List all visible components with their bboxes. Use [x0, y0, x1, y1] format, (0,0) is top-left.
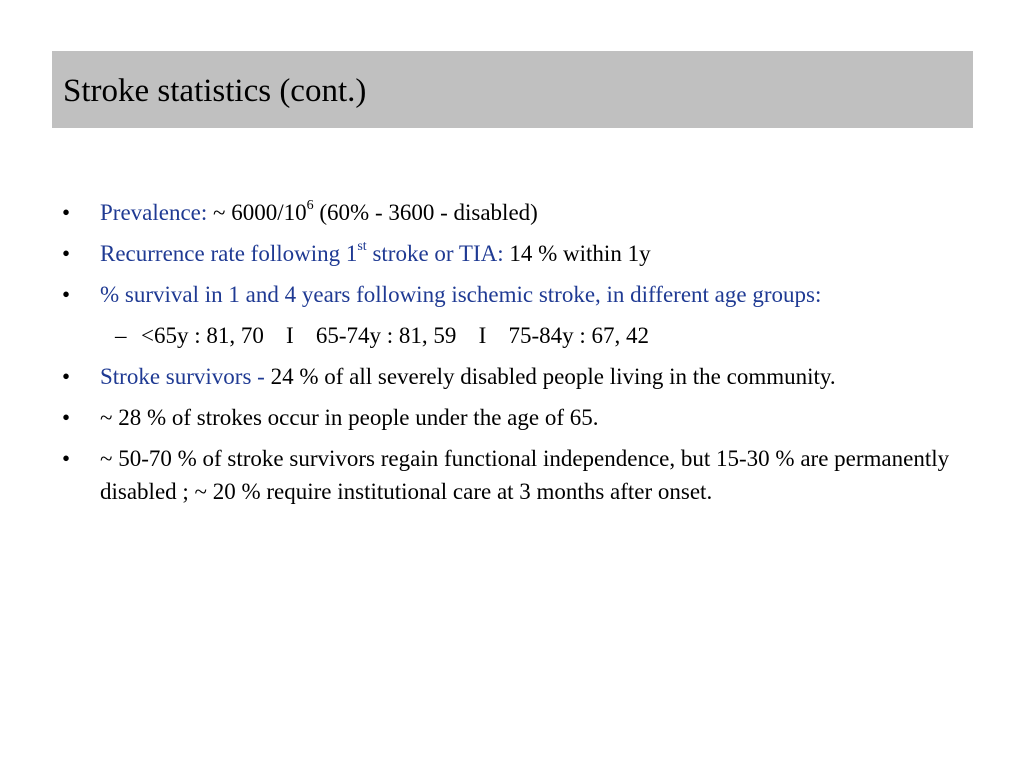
- survival-label: % survival in 1 and 4 years following ischemic stroke, in different age groups:: [100, 282, 822, 307]
- sub-bullet-marker: –: [115, 323, 127, 348]
- bullet-marker: •: [62, 282, 71, 307]
- separator: I: [478, 323, 487, 348]
- prevalence-detail: (60% - 3600 - disabled): [313, 200, 538, 225]
- survivors-label: Stroke survivors -: [100, 364, 271, 389]
- survivors-value: 24 % of all severely disabled people living in the community.: [270, 364, 836, 389]
- bullet-marker: •: [62, 446, 71, 471]
- age-group-under-65: <65y : 81, 70: [141, 323, 264, 348]
- title-bar: [52, 51, 973, 128]
- bullet-independence: [62, 442, 972, 508]
- recurrence-value: 14 % within 1y: [503, 241, 651, 266]
- bullet-age-65: [62, 401, 972, 434]
- bullet-prevalence: [62, 196, 972, 229]
- independence-text: ~ 50-70 % of stroke survivors regain functional independence, but 15-30 % are permanently disabled ; ~ 20 % require institutional care at 3 months after onset.: [100, 446, 950, 504]
- slide-title: Stroke statistics (cont.): [63, 73, 367, 109]
- separator: I: [286, 323, 294, 348]
- bullet-recurrence: [62, 237, 972, 270]
- prevalence-value: ~ 6000/10: [207, 200, 307, 225]
- bullet-marker: •: [62, 200, 71, 225]
- recurrence-label: Recurrence rate following 1st stroke or TIA:: [100, 239, 504, 266]
- age-65-text: ~ 28 % of strokes occur in people under the age of 65.: [100, 405, 599, 430]
- age-group-65-74: 65-74y : 81, 59: [315, 323, 457, 348]
- age-group-75-84: 75-84y : 67, 42: [508, 323, 649, 348]
- prevalence-exponent: 6: [306, 198, 314, 214]
- survival-age-groups: [62, 319, 972, 352]
- bullet-list: [62, 196, 972, 516]
- bullet-marker: •: [62, 364, 71, 389]
- bullet-marker: •: [62, 241, 71, 266]
- bullet-survival: [62, 278, 972, 311]
- bullet-marker: •: [62, 405, 71, 430]
- bullet-survivors: [62, 360, 972, 393]
- prevalence-label: Prevalence:: [100, 200, 208, 225]
